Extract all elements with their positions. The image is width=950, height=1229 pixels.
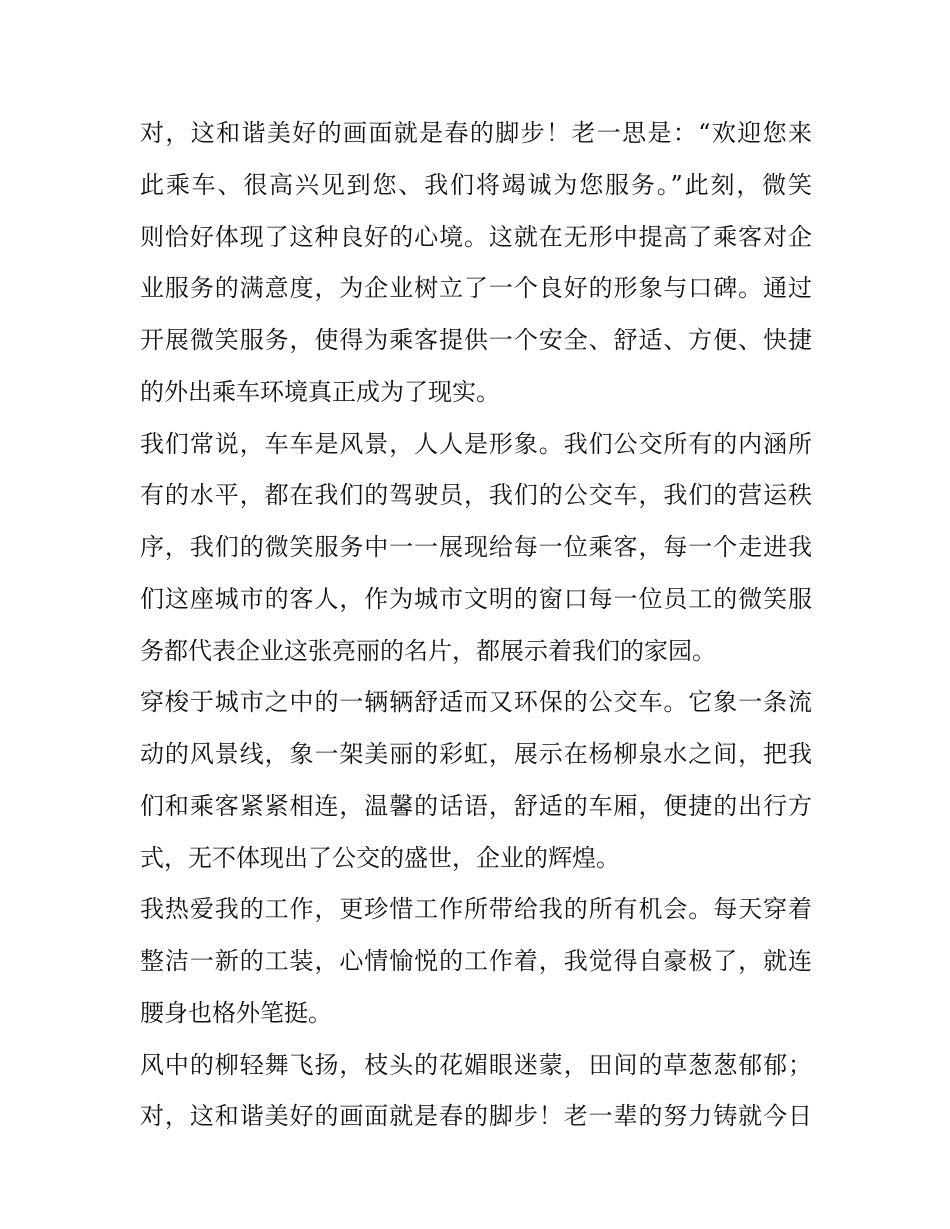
text-line: 有的水平，都在我们的驾驶员，我们的公交车，我们的营运秩	[140, 481, 812, 510]
text-line: 们这座城市的客人，作为城市文明的窗口每一位员工的微笑服	[140, 584, 812, 613]
text-line: 则恰好体现了这种良好的心境。这就在无形中提高了乘客对企	[140, 222, 812, 251]
text-line: 动的风景线，象一架美丽的彩虹，展示在杨柳泉水之间，把我	[140, 740, 812, 768]
text-line: 们和乘客紧紧相连，温馨的话语，舒适的车厢，便捷的出行方	[140, 791, 812, 820]
text-line: 序，我们的微笑服务中一一展现给每一位乘客，每一个走进我	[140, 533, 812, 561]
text-line: 务都代表企业这张亮丽的名片，都展示着我们的家园。	[140, 636, 716, 665]
text-line: 穿梭于城市之中的一辆辆舒适而又环保的公交车。它象一条流	[140, 688, 812, 717]
text-line: 式，无不体现出了公交的盛世，企业的辉煌。	[140, 843, 620, 872]
body-text	[140, 108, 812, 1143]
text-line: 的外出乘车环境真正成为了现实。	[140, 377, 500, 406]
text-line: 此乘车、很高兴见到您、我们将竭诚为您服务。”此刻，微笑	[140, 170, 812, 199]
text-line: 对，这和谐美好的画面就是春的脚步！老一思是：“欢迎您来	[140, 119, 812, 147]
text-line: 腰身也格外笔挺。	[140, 998, 332, 1027]
text-line: 开展微笑服务，使得为乘客提供一个安全、舒适、方便、快捷	[140, 326, 812, 354]
text-line: 我热爱我的工作，更珍惜工作所带给我的所有机会。每天穿着	[140, 895, 812, 924]
text-line: 整洁一新的工装，心情愉悦的工作着，我觉得自豪极了，就连	[140, 947, 812, 975]
text-line: 风中的柳轻舞飞扬，枝头的花媚眼迷蒙，田间的草葱葱郁郁；	[140, 1050, 812, 1079]
text-line: 我们常说，车车是风景，人人是形象。我们公交所有的内涵所	[140, 429, 812, 458]
text-line: 业服务的满意度，为企业树立了一个良好的形象与口碑。通过	[140, 274, 812, 303]
text-line: 对，这和谐美好的画面就是春的脚步！老一辈的努力铸就今日	[140, 1102, 812, 1131]
